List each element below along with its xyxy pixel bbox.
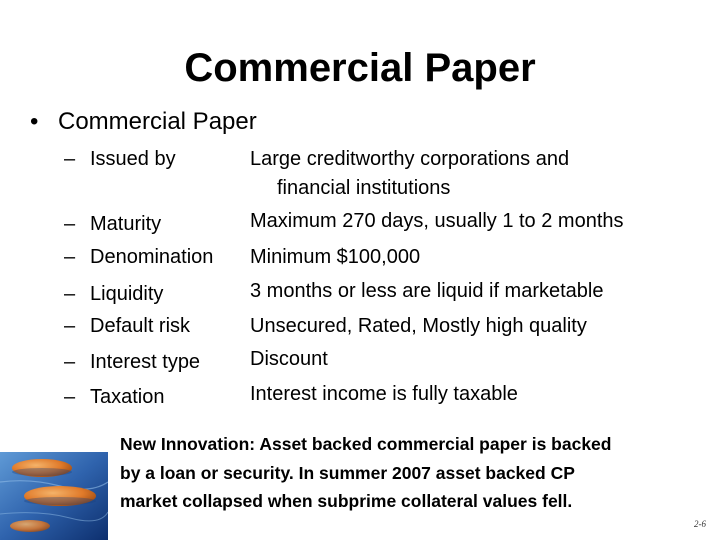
page-number: 2-6	[694, 519, 706, 529]
item-value: Discount	[250, 348, 328, 370]
slide-title: Commercial Paper	[184, 46, 536, 90]
bullet-text: Commercial Paper	[58, 108, 257, 135]
item-label: Liquidity	[90, 283, 164, 305]
dash: –	[64, 246, 76, 268]
note-line: New Innovation: Asset backed commercial paper is backed	[120, 434, 612, 454]
dash: –	[64, 213, 76, 235]
bullet-symbol: •	[30, 108, 39, 135]
main-bullet	[30, 106, 257, 138]
dash: –	[64, 315, 76, 337]
lily-pad-water-image	[0, 452, 108, 540]
item-label: Default risk	[90, 315, 191, 337]
item-label: Interest type	[90, 351, 201, 373]
item-value-continuation: financial institutions	[277, 177, 451, 199]
item-value: Interest income is fully taxable	[250, 383, 518, 405]
lily-pad	[10, 520, 50, 532]
lily-pad-shadow	[24, 497, 96, 505]
dash: –	[64, 351, 76, 373]
item-value: 3 months or less are liquid if marketable	[250, 280, 604, 302]
innovation-note	[120, 430, 720, 516]
item-value: Minimum $100,000	[250, 246, 421, 268]
item-label: Maturity	[90, 213, 162, 235]
dash: –	[64, 283, 76, 305]
item-value: Large creditworthy corporations and	[250, 148, 570, 170]
lily-pad-shadow	[12, 468, 72, 476]
note-line: by a loan or security. In summer 2007 asset backed CP	[120, 462, 575, 483]
item-label: Denomination	[90, 246, 214, 268]
note-line: market collapsed when subprime collateral values fell.	[120, 491, 573, 511]
item-label: Taxation	[90, 386, 165, 408]
item-label: Issued by	[90, 148, 176, 170]
item-value: Maximum 270 days, usually 1 to 2 months	[250, 210, 624, 232]
item-value: Unsecured, Rated, Mostly high quality	[250, 315, 587, 337]
dash: –	[64, 148, 76, 170]
dash: –	[64, 386, 76, 408]
